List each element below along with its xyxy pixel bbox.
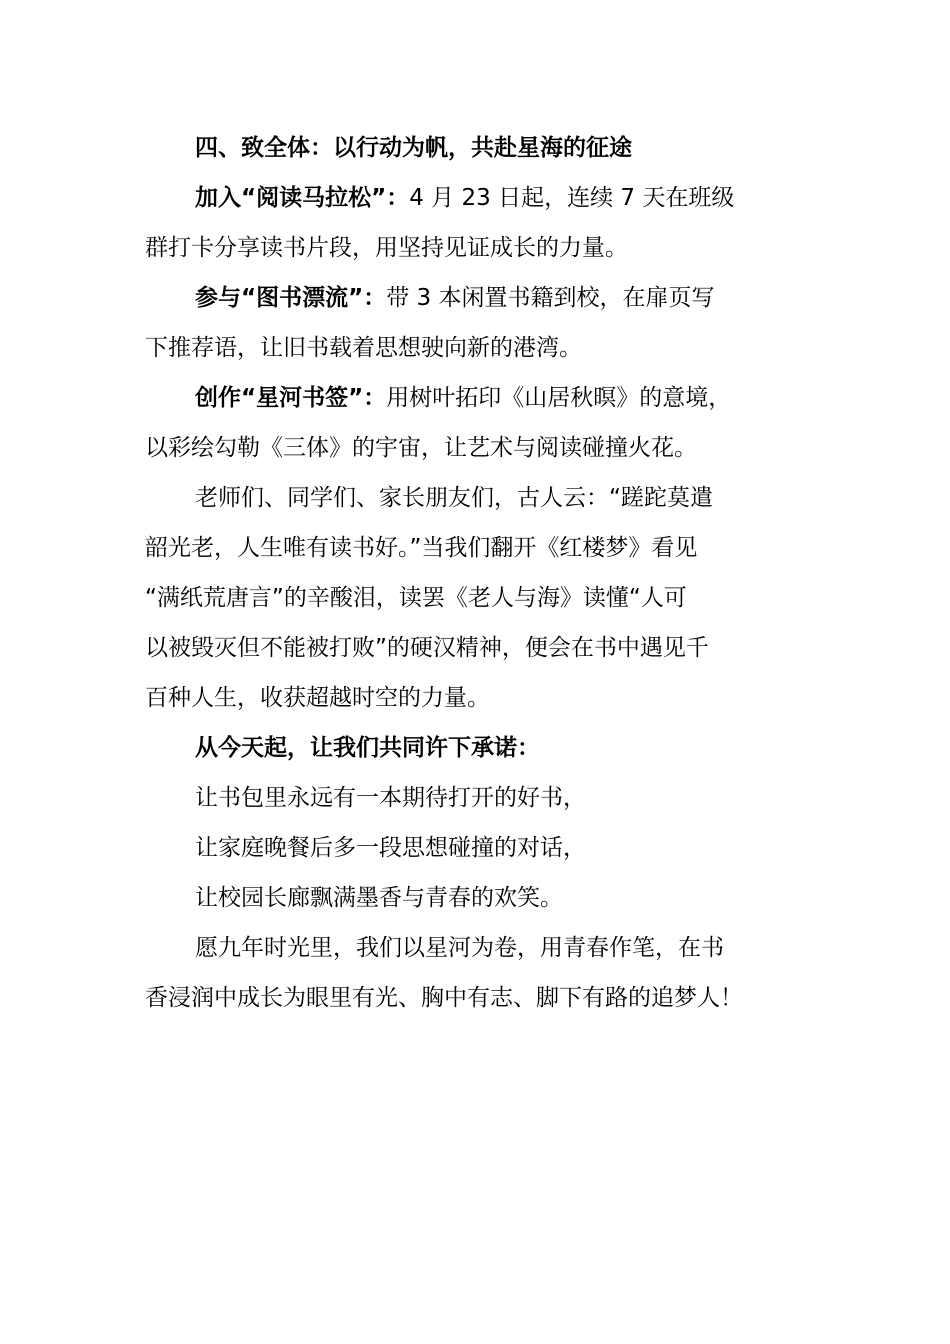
promise-item: 让书包里永远有一本期待打开的好书， [195,785,586,811]
activity-item-book-drift [145,273,815,373]
promise-item: 让校园长廊飘满墨香与青春的欢笑。 [195,885,563,911]
document-body [145,123,815,1023]
paragraph-line: “满纸荒唐言”的辛酸泪，读罢《老人与海》读懂“人可 [145,585,687,611]
paragraph-line: 老师们、同学们、家长朋友们，古人云：“蹉跎莫遣 [195,485,713,511]
promise-item: 让家庭晚餐后多一段思想碰撞的对话， [195,835,586,861]
promise-list [145,773,815,923]
activity-item-bookmark [145,373,815,473]
closing-paragraph [145,923,815,1023]
activity-text: 带 3 本闲置书籍到校，在扉页写 [386,285,715,311]
paragraph-line: 香浸润中成长为眼里有光、胸中有志、脚下有路的追梦人！ [145,985,743,1011]
activity-item-marathon [145,173,815,273]
activity-text-continued: 群打卡分享读书片段，用坚持见证成长的力量。 [145,235,628,261]
activity-title: 加入“阅读马拉松”： [195,185,410,211]
section-heading: 四、致全体：以行动为帆，共赴星海的征途 [195,135,632,161]
activity-text: 用树叶拓印《山居秋暝》的意境， [386,385,732,411]
paragraph-line: 愿九年时光里，我们以星河为卷，用青春作笔，在书 [195,935,724,961]
promise-heading: 从今天起，让我们共同许下承诺： [195,735,540,761]
activity-text-continued: 下推荐语，让旧书载着思想驶向新的港湾。 [145,335,582,361]
activity-title: 参与“图书漂流”： [195,285,387,311]
paragraph-line: 以被毁灭但不能被打败”的硬汉精神，便会在书中遇见千 [145,635,709,661]
quote-paragraph [145,473,815,723]
activity-text-continued: 以彩绘勾勒《三体》的宇宙，让艺术与阅读碰撞火花。 [145,435,697,461]
paragraph-line: 韶光老，人生唯有读书好。”当我们翻开《红楼梦》看见 [145,535,698,561]
paragraph-line: 百种人生，收获超越时空的力量。 [145,685,490,711]
activity-title: 创作“星河书签”： [195,385,387,411]
activity-text: 4 月 23 日起，连续 7 天在班级 [409,185,735,211]
